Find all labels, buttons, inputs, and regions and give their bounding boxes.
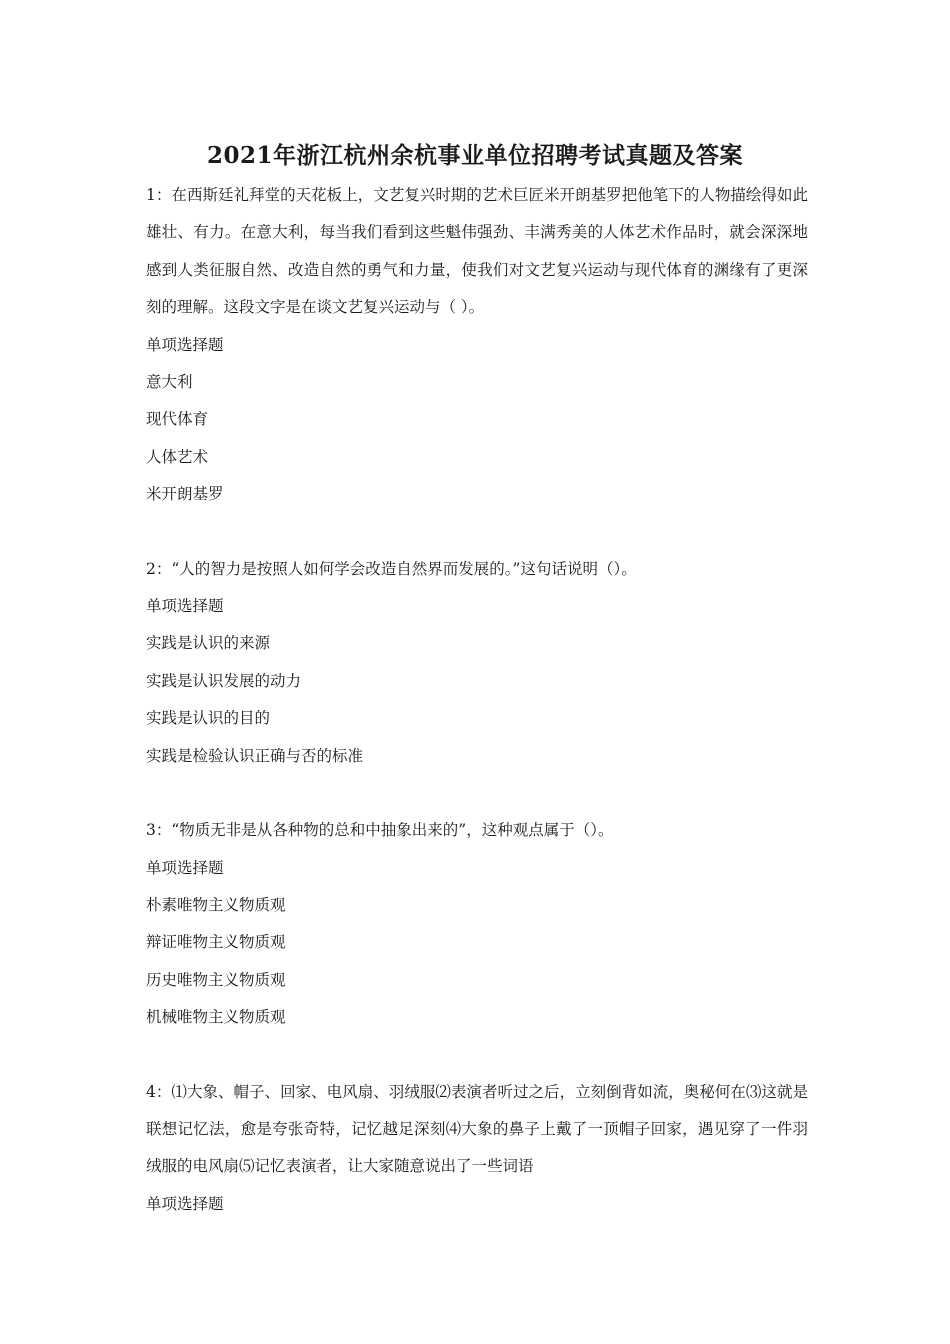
- option-c: 历史唯物主义物质观: [146, 970, 286, 989]
- question-stem: 1：在西斯廷礼拜堂的天花板上，文艺复兴时期的艺术巨匠米开朗基罗把他笔下的人物描绘得如此雄壮、有力。在意大利，每当我们看到这些魁伟强劲、丰满秀美的人体艺术作品时，就会深深地感到人类征服自然、改造自然的勇气和力量，使我们对文艺复兴运动与现代体育的渊缘有了更深刻的理解。这段文字是在谈文艺复兴运动与（ ）。: [146, 186, 808, 317]
- option-b: 辩证唯物主义物质观: [146, 933, 286, 952]
- option-c: 实践是认识的目的: [146, 709, 271, 728]
- option-c: 人体艺术: [146, 447, 209, 466]
- question-stem: 2：“人的智力是按照人如何学会改造自然界而发展的。”这句话说明（）。: [146, 559, 637, 578]
- option-d: 实践是检验认识正确与否的标准: [146, 746, 364, 765]
- question-type: 单项选择题: [146, 1194, 224, 1213]
- question-stem: 4：⑴大象、帽子、回家、电风扇、羽绒服⑵表演者听过之后，立刻倒背如流，奥秘何在⑶这就是联想记忆法，愈是夸张奇特，记忆越足深刻⑷大象的鼻子上戴了一顶帽子回家，遇见穿了一件羽绒服的电风扇⑸记忆表演者，让大家随意说出了一些词语: [146, 1082, 808, 1176]
- option-b: 实践是认识发展的动力: [146, 671, 302, 690]
- question-3: [146, 812, 808, 1036]
- question-type: 单项选择题: [146, 335, 224, 354]
- question-1: [146, 177, 808, 514]
- document-title: 2021年浙江杭州余杭事业单位招聘考试真题及答案: [206, 142, 743, 170]
- option-b: 现代体育: [146, 410, 209, 429]
- question-4: [146, 1074, 808, 1224]
- option-a: 意大利: [146, 373, 193, 392]
- question-type: 单项选择题: [146, 597, 224, 616]
- question-list: [146, 177, 808, 1260]
- option-a: 实践是认识的来源: [146, 634, 271, 653]
- question-type: 单项选择题: [146, 858, 224, 877]
- question-stem: 3：“物质无非是从各种物的总和中抽象出来的”，这种观点属于（）。: [146, 821, 614, 840]
- option-d: 机械唯物主义物质观: [146, 1008, 286, 1027]
- option-d: 米开朗基罗: [146, 485, 224, 504]
- question-2: [146, 551, 808, 775]
- option-a: 朴素唯物主义物质观: [146, 895, 286, 914]
